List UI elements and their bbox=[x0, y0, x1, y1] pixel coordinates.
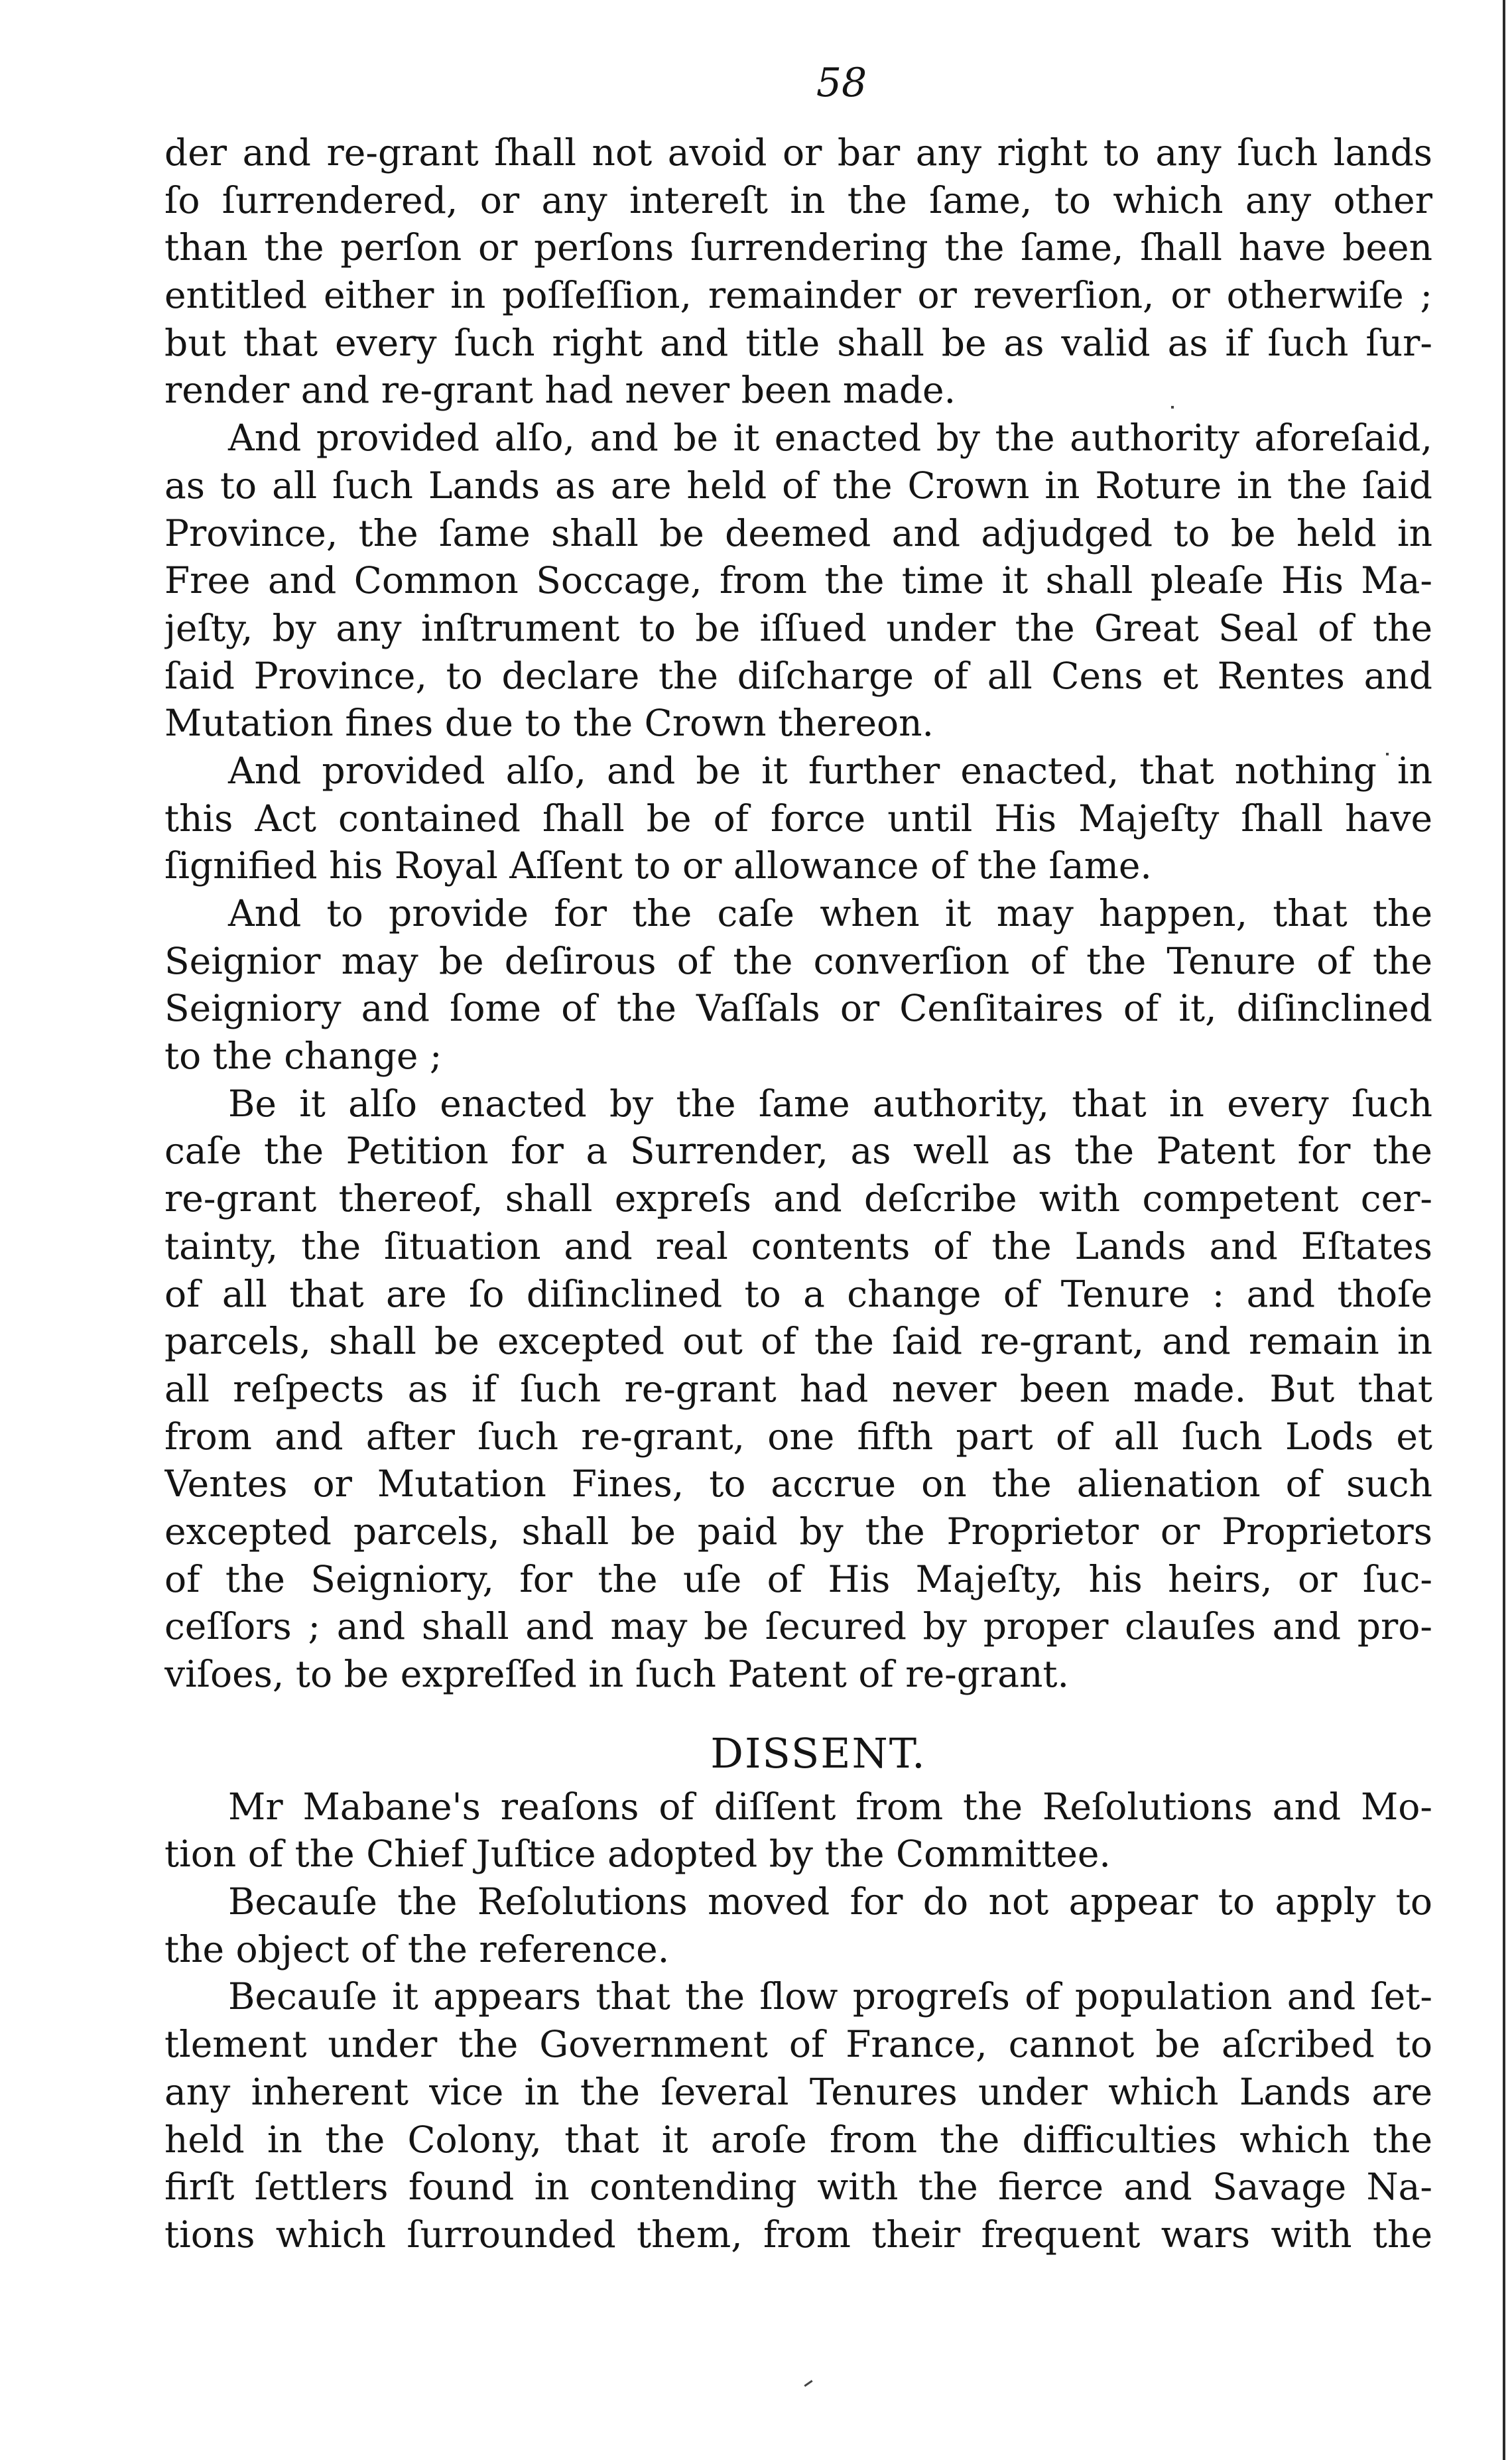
text-line: held in the Colony, that it aroſe from the difficulties which the bbox=[164, 2118, 1432, 2161]
text-line: firſt ſettlers found in contending with the fierce and Savage Na- bbox=[164, 2166, 1432, 2209]
dissent-text bbox=[164, 1783, 1432, 2259]
text-line: all reſpects as if ſuch re-grant had never been made. But that bbox=[164, 1367, 1432, 1410]
text-line: excepted parcels, shall be paid by the Proprietor or Proprietors bbox=[164, 1510, 1432, 1553]
text-line: parcels, shall be excepted out of the ſaid re-grant, and remain in bbox=[164, 1320, 1432, 1363]
text-line: Province, the ſame shall be deemed and adjudged to be held in bbox=[164, 511, 1432, 554]
text-line: And to provide for the caſe when it may happen, that the bbox=[228, 892, 1432, 935]
text-line: of all that are ſo diſinclined to a change of Tenure : and thoſe bbox=[164, 1272, 1432, 1315]
text-line: than the perſon or perſons ſurrendering the ſame, ſhall have been bbox=[164, 226, 1432, 269]
text-line: as to all ſuch Lands as are held of the Crown in Roture in the ſaid bbox=[164, 464, 1432, 507]
act-text bbox=[164, 129, 1432, 1699]
text-line: ſo ſurrendered, or any intereſt in the ſame, to which any other bbox=[164, 178, 1432, 222]
text-line: Free and Common Soccage, from the time it shall pleaſe His Ma- bbox=[164, 559, 1432, 602]
text-line: Ventes or Mutation Fines, to accrue on the alienation of such bbox=[164, 1462, 1432, 1506]
text-line: And provided alſo, and be it enacted by the authority aforeſaid, bbox=[228, 417, 1432, 460]
text-line: jeſty, by any inſtrument to be iſſued under the Great Seal of the bbox=[164, 606, 1432, 649]
text-line: viſoes, to be expreſſed in ſuch Patent of re-grant. bbox=[164, 1653, 1070, 1695]
text-line: any inherent vice in the ſeveral Tenures under which Lands are bbox=[164, 2070, 1432, 2113]
text-line: tlement under the Government of France, cannot be aſcribed to bbox=[164, 2023, 1432, 2066]
book-page bbox=[164, 60, 1432, 2411]
text-line: caſe the Petition for a Surrender, as well as the Patent for the bbox=[164, 1130, 1432, 1173]
text-line: Becauſe it appears that the ſlow progreſs of population and ſet- bbox=[228, 1975, 1432, 2018]
page-number: 58 bbox=[816, 60, 867, 106]
text-line: ceſſors ; and shall and may be ſecured by proper clauſes and pro- bbox=[164, 1605, 1432, 1648]
page-edge-rule bbox=[1503, 0, 1505, 2460]
text-line: of the Seigniory, for the uſe of His Majeſty, his heirs, or ſuc- bbox=[164, 1557, 1432, 1600]
text-line: to the change ; bbox=[164, 1035, 442, 1078]
text-line: entitled either in poſſeſſion, remainder or reverſion, or otherwiſe ; bbox=[164, 274, 1432, 317]
text-line: Seigniory and ſome of the Vaſſals or Cenſitaires of it, diſinclined bbox=[164, 987, 1432, 1030]
text-line: ſignified his Royal Aſſent to or allowance of the ſame. bbox=[164, 844, 1152, 887]
text-line: tions which ſurrounded them, from their frequent wars with the bbox=[164, 2213, 1432, 2256]
text-line: tainty, the ſituation and real contents of the Lands and Eſtates bbox=[164, 1224, 1432, 1267]
text-line: tion of the Chief Juſtice adopted by the Committee. bbox=[164, 1833, 1111, 1876]
text-line: ſaid Province, to declare the diſcharge of all Cens et Rentes and bbox=[164, 654, 1432, 697]
text-line: And provided alſo, and be it further enacted, that nothing in bbox=[228, 749, 1432, 792]
text-line: der and re-grant ſhall not avoid or bar any right to any ſuch lands bbox=[164, 131, 1432, 174]
text-line: re-grant thereof, shall expreſs and deſcribe with competent cer- bbox=[164, 1177, 1432, 1220]
text-line: Mutation fines due to the Crown thereon. bbox=[164, 702, 934, 745]
text-line: Mr Mabane's reaſons of diſſent from the Reſolutions and Mo- bbox=[228, 1785, 1432, 1828]
text-line: Be it alſo enacted by the ſame authority, that in every ſuch bbox=[228, 1082, 1432, 1125]
text-line: from and after ſuch re-grant, one fifth part of all ſuch Lods et bbox=[164, 1415, 1432, 1458]
text-line: this Act contained ſhall be of force until His Majeſty ſhall have bbox=[164, 797, 1432, 840]
text-line: Becauſe the Reſolutions moved for do not appear to apply to bbox=[228, 1880, 1432, 1923]
text-line: Seignior may be deſirous of the converſion of the Tenure of the bbox=[164, 939, 1432, 982]
text-line: but that every ſuch right and title shall be as valid as if ſuch ſur- bbox=[164, 321, 1432, 364]
text-line: the object of the reference. bbox=[164, 1927, 670, 1971]
text-line: render and re-grant had never been made. bbox=[164, 369, 956, 412]
section-heading: DISSENT. bbox=[710, 1728, 926, 1778]
